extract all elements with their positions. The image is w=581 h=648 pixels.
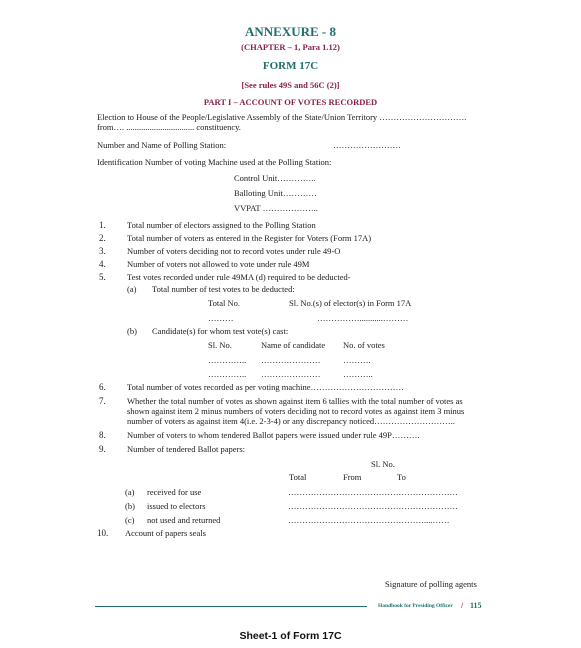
item6-text: Total number of votes recorded as per voting machine…………………………… xyxy=(127,382,405,392)
item5b-row-dots: ……….. xyxy=(343,369,373,379)
item5b-col-votes: No. of votes xyxy=(343,340,385,350)
item9-col-from: From xyxy=(343,472,362,482)
item5a-text: Total number of test votes to be deducted: xyxy=(152,284,295,294)
item9-row-dots: …………………………………………………… xyxy=(288,487,458,497)
item5b-label: (b) xyxy=(127,326,137,336)
annexure-title: ANNEXURE - 8 xyxy=(245,24,336,39)
part-title: PART I – ACCOUNT OF VOTES RECORDED xyxy=(203,97,378,107)
item9-row-text: issued to electors xyxy=(147,501,206,511)
item5b-row-dots: ………. xyxy=(343,355,371,365)
item5b-row-dots: ………………… xyxy=(261,369,321,379)
item-text: Number of voters deciding not to record votes under rule 49-O xyxy=(127,246,341,256)
item7-line: shown against item 2 minus numbers of voters deciding not to record votes as against item 3 minus xyxy=(127,406,465,416)
chapter-reference: (CHAPTER – 1, Para 1.12) xyxy=(241,42,340,52)
item-number: 5. xyxy=(99,272,106,282)
control-unit: Control Unit………….. xyxy=(234,173,316,183)
footer-page-number: 115 xyxy=(470,601,482,610)
item5a-col-slno: Sl. No.(s) of elector(s) in Form 17A xyxy=(289,298,412,308)
item-text: Number of voters not allowed to vote under rule 49M xyxy=(127,259,310,269)
item5a-label: (a) xyxy=(127,284,137,294)
vvpat-unit: VVPAT ……………….. xyxy=(234,203,318,213)
item-number: 7. xyxy=(99,396,106,406)
item9-row-dots: …………………………………………....…… xyxy=(288,515,450,525)
item9-row-label: (c) xyxy=(125,515,135,525)
footer-handbook: Handbook for Presiding Officer xyxy=(378,603,453,609)
form-title: FORM 17C xyxy=(262,60,319,72)
item5b-col-candidate: Name of candidate xyxy=(261,340,326,350)
item9-text: Number of tendered Ballot papers: xyxy=(127,444,246,454)
item9-row-dots: …………………………………………………… xyxy=(288,501,458,511)
item-number: 8. xyxy=(99,430,106,440)
footer-rule xyxy=(95,606,367,607)
item5b-row-dots: ………….. xyxy=(208,355,247,365)
item5b-row-dots: ………………… xyxy=(261,355,321,365)
constituency-line: from…. ................................ constituency. xyxy=(97,122,241,132)
item8-text: Number of voters to whom tendered Ballot papers were issued under rule 49P………. xyxy=(127,430,420,440)
item7-line: Whether the total number of votes as shown against item 6 tallies with the total number of votes as xyxy=(127,396,463,406)
polling-station-dots: …………………… xyxy=(333,140,401,150)
item10-text: Account of papers seals xyxy=(125,528,206,538)
item-text: Total number of voters as entered in the Register for Voters (Form 17A) xyxy=(127,233,372,243)
item5b-col-slno: Sl. No. xyxy=(208,340,232,350)
signature-label: Signature of polling agents xyxy=(385,579,477,589)
item9-slno-header: Sl. No. xyxy=(371,459,395,469)
item-number: 1. xyxy=(99,220,106,230)
item-text: Total number of electors assigned to the Polling Station xyxy=(127,220,316,230)
item5b-row-dots: ………….. xyxy=(208,369,247,379)
item-number: 10. xyxy=(97,528,109,538)
machine-ident-label: Identification Number of voting Machine used at the Polling Station: xyxy=(97,157,332,167)
balloting-unit: Balloting Unit………… xyxy=(234,188,317,198)
item-number: 2. xyxy=(99,233,106,243)
item5a-dots-slno: ……………...........……… xyxy=(317,313,409,323)
item9-row-text: not used and returned xyxy=(147,515,221,525)
item-text: Test votes recorded under rule 49MA (d) required to be deducted- xyxy=(127,272,351,282)
rules-reference: [See rules 49S and 56C (2)] xyxy=(241,80,340,90)
item-number: 4. xyxy=(99,259,106,269)
item9-col-total: Total xyxy=(289,472,307,482)
footer-slash: / xyxy=(461,601,464,610)
item-number: 6. xyxy=(99,382,106,392)
item9-row-text: received for use xyxy=(147,487,202,497)
election-line: Election to House of the People/Legislative Assembly of the State/Union Territory …………………………. xyxy=(97,112,467,122)
item9-row-label: (b) xyxy=(125,501,135,511)
item-number: 9. xyxy=(99,444,106,454)
polling-station-label: Number and Name of Polling Station: xyxy=(97,140,227,150)
item5b-text: Candidate(s) for whom test vote(s) cast: xyxy=(152,326,289,336)
item-number: 3. xyxy=(99,246,106,256)
item5a-dots-total: ……… xyxy=(208,313,234,323)
sheet-caption: Sheet-1 of Form 17C xyxy=(239,630,342,642)
item5a-col-total: Total No. xyxy=(208,298,240,308)
item9-col-to: To xyxy=(397,472,406,482)
item7-line: number of voters as against item 4(i.e. 2-3-4) or any discrepancy noticed……………………….. xyxy=(127,416,455,426)
item9-row-label: (a) xyxy=(125,487,135,497)
